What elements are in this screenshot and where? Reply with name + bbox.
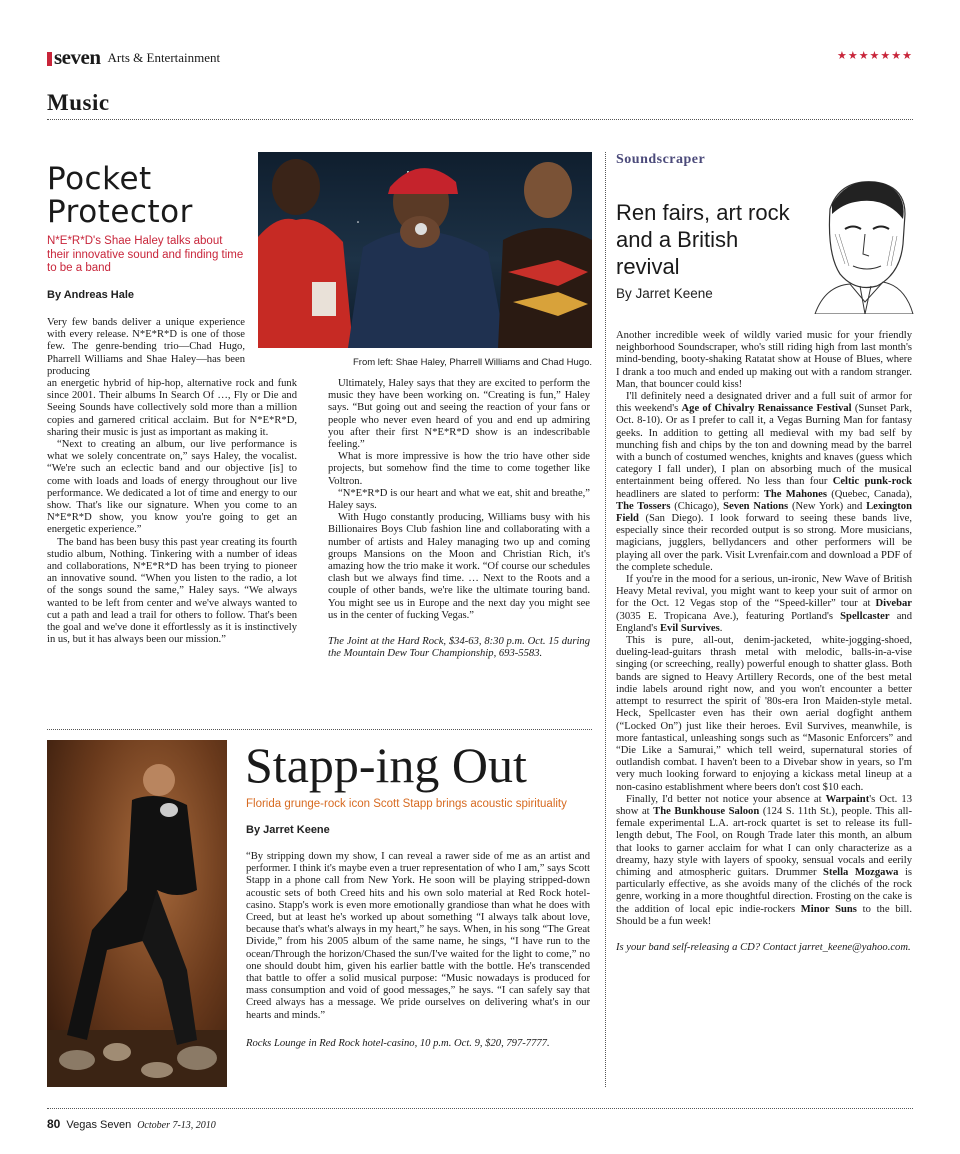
stapp-event-info: Rocks Lounge in Red Rock hotel-casino, 10 p.m. Oct. 9, $20, 797-7777.: [246, 1037, 550, 1049]
soundscraper-headline: Ren fairs, art rock and a British revival: [616, 200, 790, 279]
pocket-byline: By Andreas Hale: [47, 289, 135, 301]
stapp-photo: [47, 740, 227, 1087]
stapp-paragraph: “By stripping down my show, I can reveal a rawer side of me as an artist and performer. I think it's maybe even a truer representation of who I am,” says Scott Stapp in a phone call from New York. He soon will be playing stripped-down acoustic sets of both Creed hits and his own solo material at Red Rock hotel-casino. Stapp's work is even more emotionally grandiose than what he does with Creed, but at least he's worked up about something “I always talk about love, because that's what's always in my heart,” he says. When, in his song “The Great Divide,” from his 2005 album of the same name, he sings, “I have run to the ocean/Through the horizon/Chased the sun/I've waited for the light to come,” no one should doubt him, given his earlier battle with the bottle. He's transcended that battle to offer a solid musical purpose: “Music nowadays is produced for mass consumption and void of good messages,” he says. “I can safely say that Creed always has a message. We pride ourselves on delivering what's in our hearts and minds.”: [246, 851, 590, 1021]
publication-name: Vegas Seven: [66, 1119, 132, 1131]
masthead: [47, 44, 221, 69]
pocket-column-1-intro: [47, 317, 245, 378]
page-number: 80: [47, 1117, 61, 1131]
footer: [47, 1117, 216, 1131]
rating-stars: ★★★★★★★: [836, 50, 913, 62]
section-label: Arts & Entertainment: [107, 50, 221, 65]
pocket-dek: N*E*R*D's Shae Haley talks about their innovative sound and finding time to be a band: [47, 235, 244, 274]
footer-rule: [47, 1108, 913, 1109]
stapp-dek: Florida grunge-rock icon Scott Stapp brings acoustic spirituality: [246, 798, 567, 810]
soundscraper-byline: By Jarret Keene: [616, 286, 713, 301]
section-rule: [47, 119, 913, 120]
band-illustration: [258, 152, 592, 348]
issue-date: October 7-13, 2010: [137, 1120, 216, 1131]
column-divider: [605, 152, 606, 1087]
pocket-paragraph: With Hugo constantly producing, Williams busy with his Billionaires Boys Club fashion line and collaborating with a number of artists and Haley managing two up and coming groups Mansions on the Moon and Christian Rich, it's amazing how the trio make it work. “Of course our schedules clash but we always find time. … Next to the Roots and a couple of other bands, we're like the ultimate touring band. You might see us in Europe and the next day you might see us in the center of fucking Vegas.”: [328, 512, 590, 621]
stapp-illustration: [47, 740, 227, 1087]
soundscraper-kicker: Soundscraper: [616, 152, 706, 167]
pocket-event-info: The Joint at the Hard Rock, $34-63, 8:30 p.m. Oct. 15 during the Mountain Dew Tour Championship, 693-5583.: [328, 636, 590, 660]
sound-paragraph: If you're in the mood for a serious, un-ironic, New Wave of British Heavy Metal revival, you might want to keep your suit of armor on for the Oct. 12 Vegas stop of the “Speed-killer” tour at Divebar (3035 E. Tropicana Ave.), featuring Portland's Spellcaster and England's Evil Survives.: [616, 574, 913, 634]
sound-paragraph: Another incredible week of wildly varied music for your friendly neighborhood Soundscraper, who's still riding high from last month's mind-bending, booty-shaking Ratatat show at House of Blues, where I drank a too much and ended up making out with a random stranger. Man, that bouncer could kiss!: [616, 330, 912, 390]
pocket-paragraph: an energetic hybrid of hip-hop, alternative rock and funk since 2001. Their albums In Search Of …, Fly or Die and Seeing Sounds have collectively sold more than a million copies and garnered critical acclaim. But for N*E*R*D, sharing their music is just as important as making it.: [47, 378, 297, 438]
card-graphic: [312, 282, 336, 316]
sound-paragraph: I'll definitely need a designated driver and a full suit of armor for this weekend's Age of Chivalry Renaissance Festival (Sunset Park, Oct. 8-10). Or as I prefer to call it, a Vegas Burning Man for fantasy geeks. In addition to getting all medieval with my bad self by munching fish and chips by the ton and downing mead by the barrel with a bunch of costumed wenches, knights and knaves (guess which category I fall under), I plan on absorbing much of the musical entertainment being offered. No less than four Celtic punk-rock headliners are slated to perform: The Mahones (Quebec, Canada), The Tossers (Chicago), Seven Nations (New York) and Lexington Field (San Diego). I look forward to seeing these bands live, especially since their recorded output is so strong. More musicians, magicians, jugglers, bellydancers and other performers will be playing all over the park. Visit Lvrenfair.com and download a PDF of the complete schedule.: [616, 391, 912, 573]
logo: seven: [54, 45, 101, 69]
pocket-paragraph: “Next to creating an album, our live performance is what we solely concentrate on,” says Haley, the vocalist. “We're such an eclectic band and our objective [is] to come with loads and loads of energy throughout our live performance. We dedicated a lot of time and energy to our show. That's like our signature. When you come to an N*E*R*D show, you know you're going to get an energetic experience.”: [47, 439, 297, 536]
sound-paragraph: Finally, I'd better not notice your absence at Warpaint's Oct. 13 show at The Bunkhouse Saloon (124 S. 11th St.), people. This all-female experimental L.A. art-rock quartet is set to release its full-length debut, The Fool, on Rough Trade later this month, an album that looks to garner acclaim for what I can only characterize as a dreamy, hazy style with layers of spooky, sensual vocals and eerily chiming and atmospheric guitars. Drummer Stella Mozgawa is particularly effective, as she avoids many of the clichés of the rock genre, working in a more thoughtful direction. Frosting on the cake is the addition of local epic indie-rockers Minor Suns to the bill. Should be a fun week!: [616, 793, 913, 927]
photo-caption: From left: Shae Haley, Pharrell Williams and Chad Hugo.: [352, 357, 592, 368]
band-photo: [258, 152, 592, 348]
pocket-column-2: [328, 378, 590, 660]
sound-tagline: Is your band self-releasing a CD? Contact jarret_keene@yahoo.com.: [616, 941, 911, 953]
logo-bar: [47, 52, 52, 66]
pocket-paragraph: The band has been busy this past year creating its fourth studio album, Nothing. Tinkering with a number of ideas and collaborations, N*E*R*D has been trying to pioneer an innovative sound. “When you listen to the radio, a lot of the songs sound the same,” Haley says. “We always wanted to be left from center and we've always wanted to cut a path and lead a trail for others to follow. That's been the goal and we've done it effortlessly as it is instinctively in us, but it has always been our mission.”: [47, 536, 297, 646]
soundscraper-column: [616, 330, 912, 954]
section-title: Music: [47, 90, 110, 115]
pocket-column-1: [47, 378, 297, 646]
columnist-portrait: [805, 174, 915, 314]
sound-paragraph: This is pure, all-out, denim-jacketed, white-jogging-shoed, dueling-lead-guitars thrash metal with melodic, balls-in-a-vise singing (or screeching, really) powerful enough to shatter glass. Both bands are signed to Heavy Artillery Records, one of the best metal indie labels around right now, and you won't encounter a better attempt to resurrect the spirit of '80s-era Iron Maiden-style metal. Heck, Spellcaster even has their own aerial dogfight anthem (“Locked On”) just like their heroes. Evil Survives, meanwhile, is more fantastical, unleashing songs such as “Masonic Enforcers” and “Die Like a Samurai,” which tell weird, supernatural stories of outlandish combat. I haven't been to a Divebar show in years, so I'm very much looking forward to enjoying a kickass metal lineup at a non-casino establishment where beers don't cost $10 each.: [616, 635, 912, 793]
pocket-paragraph: “N*E*R*D is our heart and what we eat, shit and breathe,” Haley says.: [328, 487, 590, 512]
pocket-paragraph: What is more impressive is how the trio have other side projects, but somehow find the time to come together like Voltron.: [328, 451, 590, 487]
pocket-intro-text: Very few bands deliver a unique experience with every release. N*E*R*D is one of those few. The genre-bending trio—Chad Hugo, Pharrell Williams and Shae Haley—has been producing: [47, 317, 245, 377]
pocket-headline: Pocket Protector: [47, 161, 193, 230]
pocket-paragraph: Ultimately, Haley says that they are excited to perform the music they have been working on. “Creating is fun,” Haley says. “But going out and seeing the reaction of your fans or people who never even heard of you and end up admiring you after their first N*E*R*D show is an indescribable feeling.”: [328, 378, 590, 451]
article-rule: [47, 729, 592, 730]
portrait-sketch: [805, 174, 915, 314]
stapp-column: [246, 851, 590, 1050]
stapp-headline: Stapp-ing Out: [245, 737, 527, 793]
stapp-byline: By Jarret Keene: [246, 824, 330, 836]
